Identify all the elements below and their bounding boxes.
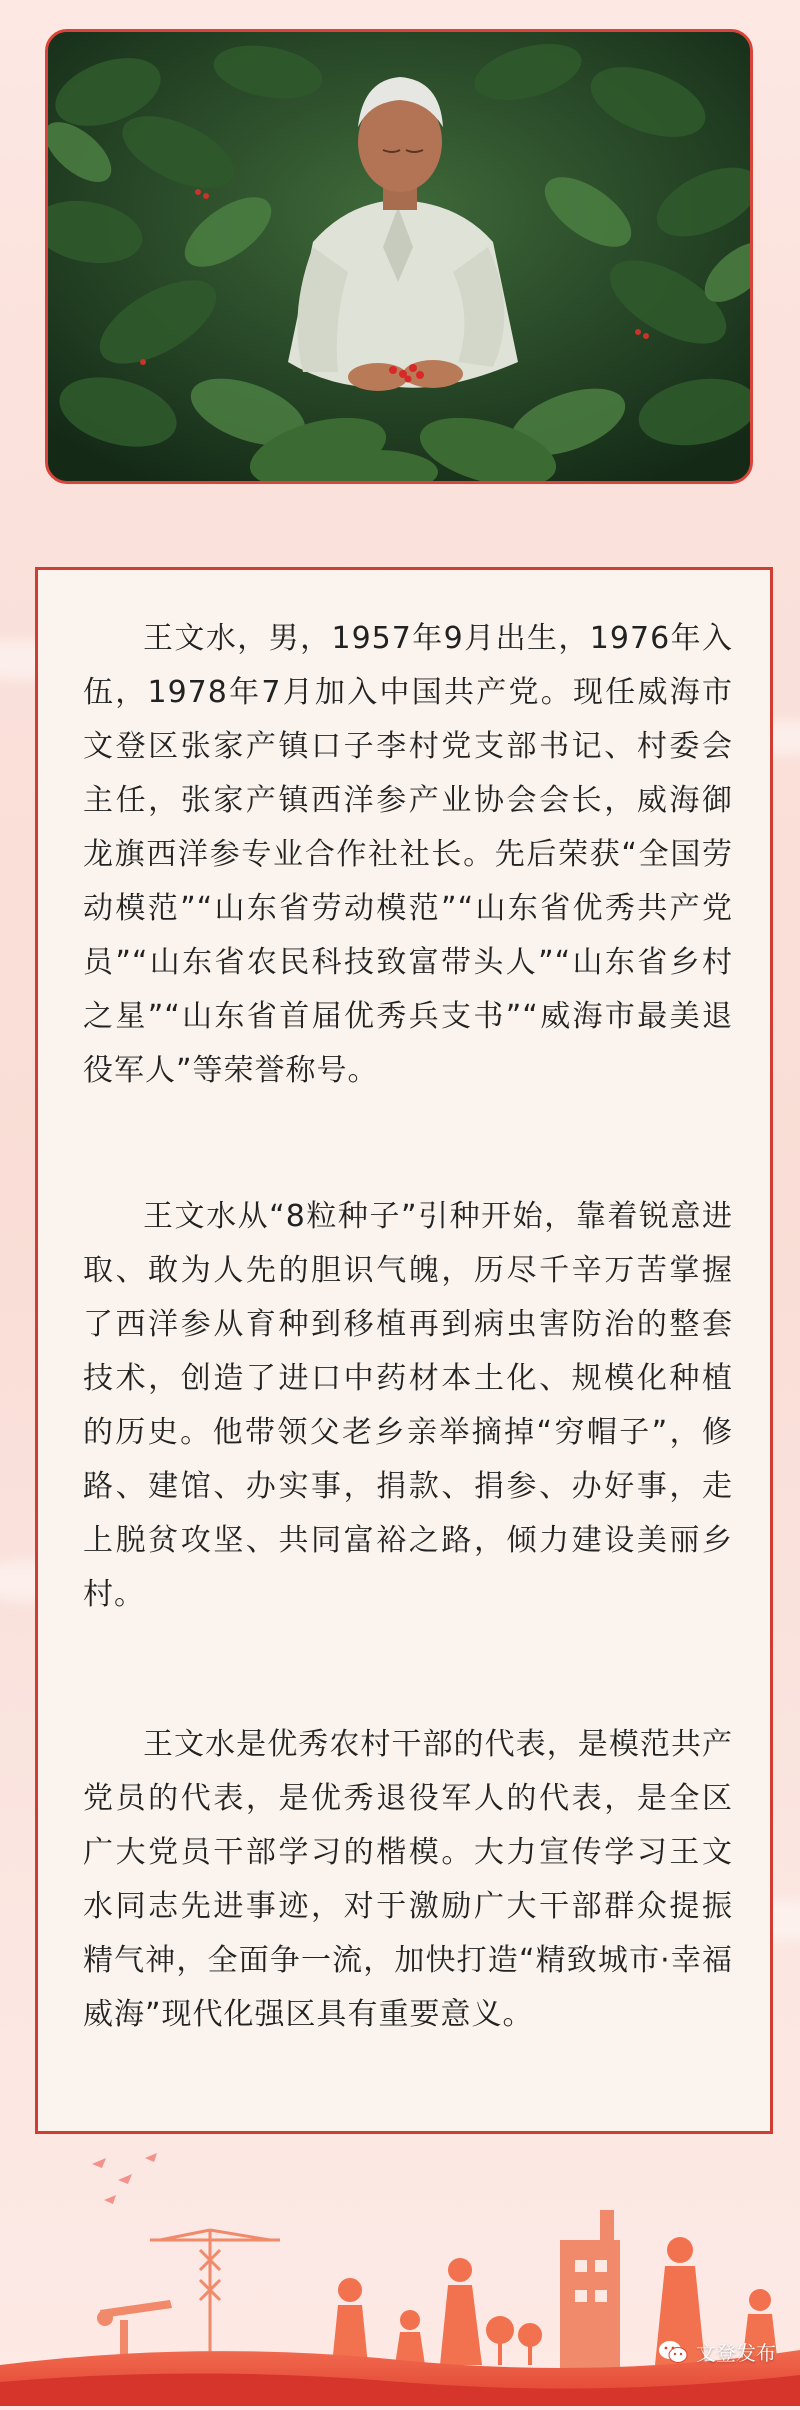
watermark [658,2337,776,2366]
portrait-photo-illustration [48,32,750,481]
hero-photo [45,29,753,484]
article-paragraph-1: 王文水，男，1957年9月出生，1976年入伍，1978年7月加入中国共产党。现任威海市文登区张家产镇口子李村党支部书记、村委会主任，张家产镇西洋参产业协会会长，威海御龙旗西洋参专业合作社社长。先后荣获“全国劳动模范”“山东省劳动模范”“山东省优秀共产党员”“山东省农民科技致富带头人”“山东省乡村之星”“山东省首届优秀兵支书”“威海市最美退役军人”等荣誉称号。 [83,621,733,1088]
article-paragraph-3: 王文水是优秀农村干部的代表，是模范共产党员的代表，是优秀退役军人的代表，是全区广大党员干部学习的楷模。大力宣传学习王文水同志先进事迹，对于激励广大干部群众提振精气神，全面争一流，加快打造“精致城市·幸福威海”现代化强区具有重要意义。 [83,1727,733,2032]
watermark-text: 文登发布 [696,2341,776,2365]
article-card [35,567,773,2134]
worker-silhouettes-illustration [0,2150,800,2406]
wechat-icon [658,2339,688,2365]
footer-decoration [0,2150,800,2406]
article-paragraph-2: 王文水从“8粒种子”引种开始，靠着锐意进取、敢为人先的胆识气魄，历尽千辛万苦掌握了西洋参从育种到移植再到病虫害防治的整套技术，创造了进口中药材本土化、规模化种植的历史。他带领父老乡亲举摘掉“穷帽子”，修路、建馆、办实事，捐款、捐参、办好事，走上脱贫攻坚、共同富裕之路，倾力建设美丽乡村。 [83,1199,733,1612]
